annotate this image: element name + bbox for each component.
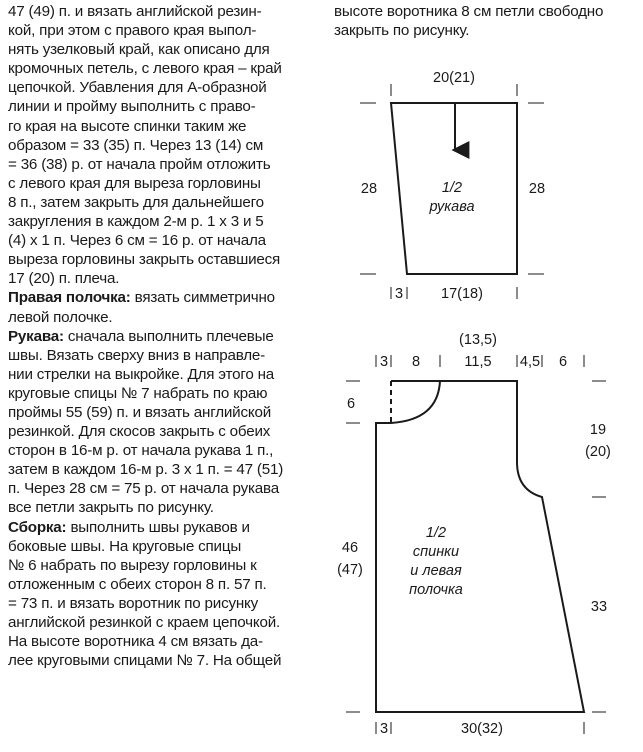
assembly-body: выполнить швы рукавов и боковые швы. На круговые спицы № 6 набрать по вырезу горловины к отложенным с обеих сторон 8 п. 57 п. = 73 п. и вязать воротник по рисунку английской резинкой с краем цепочкой. На высоте воротника 4 см вязать да- лее круговыми спицами № 7. На общей — [8, 518, 282, 670]
body-label-back: спинки — [412, 544, 460, 560]
sleeve-left-height: 28 — [360, 181, 378, 197]
body-top-note: (13,5) — [459, 332, 497, 348]
body-bottom-width: 30(32) — [461, 721, 503, 737]
body-label-front: полочка — [409, 582, 463, 598]
body-outline — [376, 381, 584, 712]
body-armhole-offset: 6 — [558, 354, 568, 370]
assembly-heading: Сборка: — [8, 518, 67, 536]
sleeve-label-name: рукава — [429, 199, 475, 215]
body-top-offset: 3 — [379, 354, 389, 370]
sleeve-body: сначала выполнить плечевые швы. Вязать сверху вниз в направле- нии стрелки на выкройке. Для этого на круговые спицы № 7 набрать по краю проймы 55 (59) п. и вязать английской резинкой. Для скосов закрыть с обеих сторон в 16-м р. от начала рукава 1 п., затем в каждом 16-м р. 3 x 1 п. = 47 (51) п. Через 28 см = 75 р. от начала рукава все петли закрыть по рисунку. — [8, 327, 284, 517]
body-side-height-alt: (47) — [337, 562, 363, 578]
body-right-height: 33 — [590, 599, 608, 615]
body-armhole-height: 19 — [589, 422, 607, 438]
body-schematic — [337, 332, 611, 737]
sleeve-heading: Рукава: — [8, 327, 64, 345]
sleeve-bottom-offset: 3 — [394, 286, 404, 302]
body-shoulder-alt: 4,5 — [519, 354, 541, 370]
right-front-heading: Правая полочка: — [8, 289, 131, 307]
body-neck-width: 8 — [411, 354, 421, 370]
body-shoulder-width: 11,5 — [464, 354, 492, 370]
front-neckline — [391, 381, 440, 423]
body-bottom-offset: 3 — [379, 721, 389, 737]
right-front-body: вязать симметрично левой полочке. — [8, 289, 275, 326]
body-label-fraction: 1/2 — [425, 525, 447, 541]
sleeve-bottom-width: 17(18) — [441, 286, 483, 302]
sleeve-right-height: 28 — [528, 181, 546, 197]
sleeve-schematic — [360, 70, 545, 302]
body-label-and-left: и левая — [410, 563, 462, 579]
body-neck-depth: 6 — [346, 396, 356, 412]
collar-finish-text: высоте воротника 8 см петли свободно закрыть по рисунку. — [334, 3, 604, 40]
body-armhole-height-alt: (20) — [585, 444, 611, 460]
body-side-height: 46 — [341, 540, 359, 556]
sleeve-top-width: 20(21) — [433, 70, 475, 86]
left-front-paragraph: 47 (49) п. и вязать английской резин- кой, при этом с правого края выпол- нять узелковый край, как описано для кромочных петель, с левого края – край цепочкой. Убавления для А-образной линии и пройму выполнить с право- го края на высоте спинки таким же образом = 33 (35) п. Через 13 (14) см = 36 (38) р. от начала пройм отложить с левого края для выреза горловины 8 п., затем закрыть для дальнейшего закругления в каждом 2-м р. 1 x 3 и 5 (4) x 1 п. Через 6 см = 16 р. от начала выреза горловины закрыть оставшиеся 17 (20) п. плеча. — [8, 3, 282, 288]
sleeve-label-fraction: 1/2 — [441, 180, 463, 196]
